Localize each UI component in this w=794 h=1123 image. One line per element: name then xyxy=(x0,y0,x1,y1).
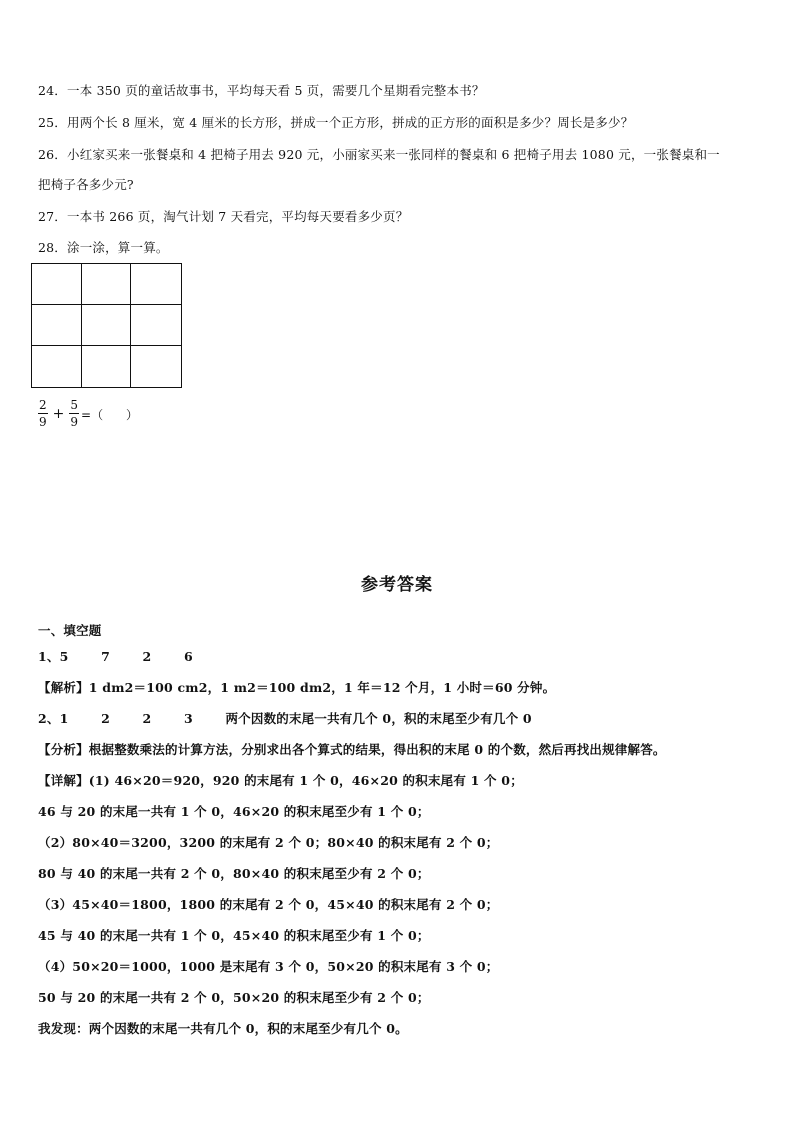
detail-line: 80 与 40 的末尾一共有 2 个 0，80×40 的积末尾至少有 2 个 0； xyxy=(38,866,430,881)
detail-line: 【详解】(1) 46×20＝920，920 的末尾有 1 个 0，46×20 的积末尾有 1 个 0； xyxy=(38,773,523,788)
answer-2-analysis: 【分析】根据整数乘法的计算方法，分别求出各个算式的结果，得出积的末尾 0 的个数，然后再找出规律解答。 xyxy=(38,742,666,757)
grid-cell[interactable] xyxy=(131,305,181,346)
answer-2-value: 2 xyxy=(142,711,152,726)
grid-cell[interactable] xyxy=(32,264,82,305)
question-26-line-1: 26．小红家买来一张餐桌和 4 把椅子用去 920 元，小丽家买来一张同样的餐桌和 6 把椅子用去 1080 元，一张餐桌和一 xyxy=(38,147,720,162)
answer-1-label: 1、5 xyxy=(38,649,69,664)
detail-line: 50 与 20 的末尾一共有 2 个 0，50×20 的积末尾至少有 2 个 0； xyxy=(38,990,430,1005)
question-25: 25．用两个长 8 厘米，宽 4 厘米的长方形，拼成一个正方形，拼成的正方形的面积是多少？周长是多少？ xyxy=(38,115,634,130)
conclusion-line: 我发现：两个因数的末尾一共有几个 0，积的末尾至少有几个 0。 xyxy=(38,1021,408,1036)
question-28: 28．涂一涂，算一算。 xyxy=(38,240,169,255)
detail-line: （4）50×20＝1000，1000 是末尾有 3 个 0，50×20 的积末尾有 3 个 0； xyxy=(38,959,499,974)
answer-2-label: 2、1 xyxy=(38,711,69,726)
fraction-formula xyxy=(36,394,138,434)
answer-1-analysis: 【解析】1 dm2＝100 cm2，1 m2＝100 dm2，1 年＝12 个月，1 小时＝60 分钟。 xyxy=(38,680,556,695)
answer-2-values xyxy=(38,711,532,727)
detail-line: （2）80×40＝3200，3200 的末尾有 2 个 0；80×40 的积末尾有 2 个 0； xyxy=(38,835,499,850)
answers-title: 参考答案 xyxy=(361,575,433,595)
answer-1-value: 7 xyxy=(101,649,110,664)
fraction-2-denominator: 9 xyxy=(70,415,79,429)
grid-cell[interactable] xyxy=(131,264,181,305)
shading-grid[interactable] xyxy=(31,263,182,388)
grid-cell[interactable] xyxy=(32,346,82,387)
formula-result-blank: =（ ） xyxy=(81,407,138,422)
grid-cell[interactable] xyxy=(82,346,132,387)
grid-cell[interactable] xyxy=(82,305,132,346)
section-heading: 一、填空题 xyxy=(38,623,102,638)
grid-cell[interactable] xyxy=(32,305,82,346)
fraction-2 xyxy=(69,399,79,429)
answer-2-value: 3 xyxy=(184,711,193,726)
fraction-2-numerator: 5 xyxy=(70,398,79,412)
question-27: 27．一本书 266 页，淘气计划 7 天看完，平均每天要看多少页？ xyxy=(38,209,409,224)
question-26-line-2: 把椅子各多少元? xyxy=(38,177,134,192)
fraction-1-denominator: 9 xyxy=(39,415,47,429)
grid-cell[interactable] xyxy=(131,346,181,387)
answer-1-value: 6 xyxy=(184,649,193,664)
answer-2-text: 两个因数的末尾一共有几个 0，积的末尾至少有几个 0 xyxy=(225,711,532,726)
detail-line: 46 与 20 的末尾一共有 1 个 0，46×20 的积末尾至少有 1 个 0； xyxy=(38,804,430,819)
question-24: 24．一本 350 页的童话故事书，平均每天看 5 页，需要几个星期看完整本书？ xyxy=(38,83,485,98)
answer-1-values xyxy=(38,649,193,665)
plus-sign: + xyxy=(52,406,65,422)
fraction-1 xyxy=(38,399,48,429)
answer-1-value: 2 xyxy=(142,649,152,664)
answer-2-value: 2 xyxy=(101,711,110,726)
detail-line: （3）45×40＝1800，1800 的末尾有 2 个 0，45×40 的积末尾有 2 个 0； xyxy=(38,897,499,912)
detail-line: 45 与 40 的末尾一共有 1 个 0，45×40 的积末尾至少有 1 个 0； xyxy=(38,928,430,943)
grid-cell[interactable] xyxy=(82,264,132,305)
fraction-1-numerator: 2 xyxy=(39,398,47,412)
